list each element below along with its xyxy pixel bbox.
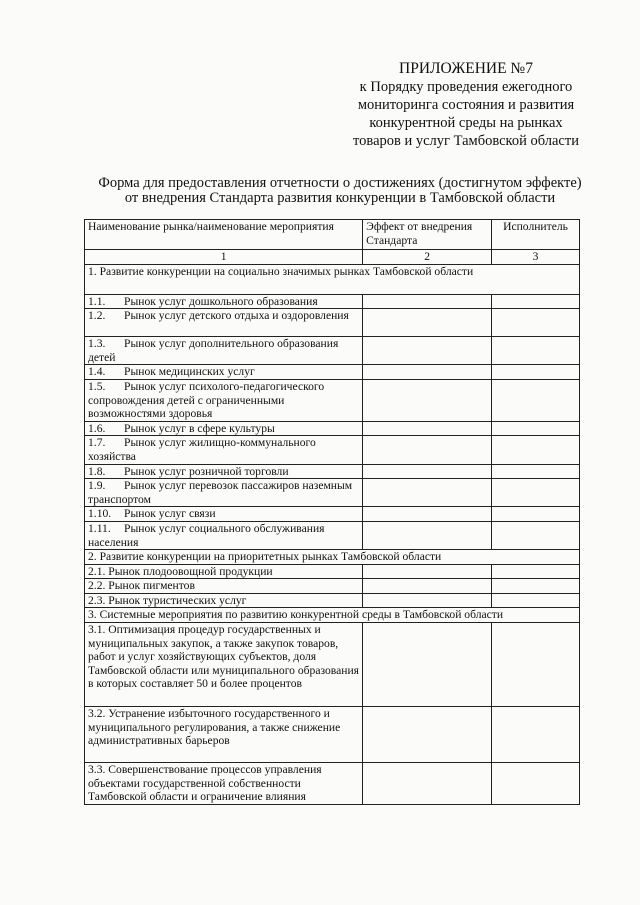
item-text: 2.2. Рынок пигментов bbox=[88, 579, 195, 593]
effect-cell bbox=[363, 436, 492, 464]
item-number: 1.8. bbox=[88, 464, 106, 478]
section-row bbox=[85, 550, 580, 565]
appendix-title: ПРИЛОЖЕНИЕ №7 bbox=[399, 60, 533, 77]
item-text: Рынок медицинских услуг bbox=[124, 365, 255, 379]
form-title bbox=[80, 176, 600, 206]
header-cell-executor: Исполнитель bbox=[492, 220, 580, 250]
table-row bbox=[85, 337, 580, 365]
market-name-cell bbox=[85, 421, 363, 436]
executor-cell bbox=[492, 479, 580, 507]
executor-cell bbox=[492, 507, 580, 522]
section-row bbox=[85, 608, 580, 623]
table-row bbox=[85, 763, 580, 805]
header-row bbox=[85, 220, 580, 250]
item-number: 1.3. bbox=[88, 337, 106, 351]
table-row bbox=[85, 593, 580, 608]
item-text: 2.3. Рынок туристических услуг bbox=[88, 593, 247, 607]
table-row bbox=[85, 707, 580, 763]
effect-cell bbox=[363, 379, 492, 421]
effect-cell bbox=[363, 309, 492, 337]
effect-cell bbox=[363, 294, 492, 309]
item-number: 1.7. bbox=[88, 436, 106, 450]
executor-cell bbox=[492, 309, 580, 337]
item-text: Рынок услуг психолого-педагогического сопровождения детей с ограниченными возможностями здоровья bbox=[88, 379, 325, 421]
table-row bbox=[85, 479, 580, 507]
appendix-line: товаров и услуг Тамбовской области bbox=[353, 133, 579, 149]
table-row bbox=[85, 564, 580, 579]
item-number: 1.10. bbox=[88, 507, 112, 521]
header-cell-effect: Эффект от внедрения Стандарта bbox=[363, 220, 492, 250]
market-name-cell bbox=[85, 309, 363, 337]
executor-cell bbox=[492, 593, 580, 608]
section-title: 2. Развитие конкуренции на приоритетных рынках Тамбовской области bbox=[85, 550, 580, 565]
column-number: 3 bbox=[492, 250, 580, 265]
market-name-cell bbox=[85, 294, 363, 309]
market-name-cell bbox=[85, 564, 363, 579]
item-text: Рынок услуг дошкольного образования bbox=[124, 294, 318, 308]
executor-cell bbox=[492, 464, 580, 479]
market-name-cell bbox=[85, 623, 363, 707]
table-row bbox=[85, 464, 580, 479]
market-name-cell bbox=[85, 593, 363, 608]
effect-cell bbox=[363, 421, 492, 436]
executor-cell bbox=[492, 436, 580, 464]
item-number: 1.2. bbox=[88, 309, 106, 323]
table-row bbox=[85, 507, 580, 522]
executor-cell bbox=[492, 579, 580, 594]
executor-cell bbox=[492, 521, 580, 549]
table-row bbox=[85, 365, 580, 380]
item-text: Рынок услуг дополнительного образования детей bbox=[88, 337, 339, 364]
report-table bbox=[84, 219, 580, 805]
market-name-cell bbox=[85, 464, 363, 479]
item-text: Рынок услуг розничной торговли bbox=[124, 464, 289, 478]
executor-cell bbox=[492, 365, 580, 380]
item-text: 3.3. Совершенствование процессов управления объектами государственной собственности Тамбовской области и ограничение влияния bbox=[88, 763, 322, 804]
item-number: 1.9. bbox=[88, 479, 106, 493]
table-row bbox=[85, 623, 580, 707]
executor-cell bbox=[492, 564, 580, 579]
executor-cell bbox=[492, 623, 580, 707]
item-text: Рынок услуг перевозок пассажиров наземным транспортом bbox=[88, 479, 353, 506]
item-text: Рынок услуг жилищно-коммунального хозяйства bbox=[88, 436, 316, 463]
appendix-line: конкурентной среды на рынках bbox=[369, 115, 563, 131]
table-row bbox=[85, 579, 580, 594]
executor-cell bbox=[492, 337, 580, 365]
item-text: 3.1. Оптимизация процедур государственных и муниципальных закупок, а также закупок товаров, работ и услуг хозяйствующих субъектов, доля Тамбовской области или муниципального образования в которых составляет 50 и более процентов bbox=[88, 623, 360, 691]
effect-cell bbox=[363, 507, 492, 522]
executor-cell bbox=[492, 707, 580, 763]
appendix-header bbox=[336, 60, 596, 150]
market-name-cell bbox=[85, 479, 363, 507]
effect-cell bbox=[363, 707, 492, 763]
item-number: 1.5. bbox=[88, 379, 106, 393]
table-row bbox=[85, 294, 580, 309]
table-row bbox=[85, 521, 580, 549]
item-number: 1.11. bbox=[88, 521, 111, 535]
item-text: Рынок услуг детского отдыха и оздоровления bbox=[124, 309, 349, 323]
executor-cell bbox=[492, 294, 580, 309]
market-name-cell bbox=[85, 507, 363, 522]
effect-cell bbox=[363, 564, 492, 579]
item-text: Рынок услуг связи bbox=[124, 507, 216, 521]
market-name-cell bbox=[85, 707, 363, 763]
effect-cell bbox=[363, 623, 492, 707]
column-number: 1 bbox=[85, 250, 363, 265]
effect-cell bbox=[363, 479, 492, 507]
market-name-cell bbox=[85, 521, 363, 549]
effect-cell bbox=[363, 593, 492, 608]
item-number: 1.4. bbox=[88, 365, 106, 379]
section-title: 1. Развитие конкуренции на социально значимых рынках Тамбовской области bbox=[85, 264, 580, 294]
section-row bbox=[85, 264, 580, 294]
market-name-cell bbox=[85, 379, 363, 421]
effect-cell bbox=[363, 365, 492, 380]
table-row bbox=[85, 421, 580, 436]
executor-cell bbox=[492, 421, 580, 436]
effect-cell bbox=[363, 579, 492, 594]
executor-cell bbox=[492, 763, 580, 805]
market-name-cell bbox=[85, 365, 363, 380]
column-number-row bbox=[85, 250, 580, 265]
item-text: 3.2. Устранение избыточного государственного и муниципального регулирования, а также снижение административных барьеров bbox=[88, 707, 341, 748]
effect-cell bbox=[363, 464, 492, 479]
effect-cell bbox=[363, 763, 492, 805]
item-text: 2.1. Рынок плодоовощной продукции bbox=[88, 564, 273, 578]
item-text: Рынок услуг социального обслуживания населения bbox=[88, 521, 325, 549]
effect-cell bbox=[363, 337, 492, 365]
item-number: 1.6. bbox=[88, 421, 106, 435]
market-name-cell bbox=[85, 436, 363, 464]
executor-cell bbox=[492, 379, 580, 421]
item-number: 1.1. bbox=[88, 294, 106, 308]
table-row bbox=[85, 436, 580, 464]
form-title-line: Форма для предоставления отчетности о достижениях (достигнутом эффекте) bbox=[98, 175, 582, 191]
table-row bbox=[85, 309, 580, 337]
market-name-cell bbox=[85, 579, 363, 594]
column-number: 2 bbox=[363, 250, 492, 265]
appendix-line: мониторинга состояния и развития bbox=[357, 97, 575, 113]
market-name-cell bbox=[85, 337, 363, 365]
table-row bbox=[85, 379, 580, 421]
market-name-cell bbox=[85, 763, 363, 805]
form-title-line: от внедрения Стандарта развития конкуренции в Тамбовской области bbox=[124, 190, 556, 206]
header-cell-name: Наименование рынка/наименование мероприятия bbox=[85, 220, 363, 250]
effect-cell bbox=[363, 521, 492, 549]
item-text: Рынок услуг в сфере культуры bbox=[124, 421, 275, 435]
appendix-line: к Порядку проведения ежегодного bbox=[359, 79, 573, 95]
section-title: 3. Системные мероприятия по развитию конкурентной среды в Тамбовской области bbox=[85, 608, 580, 623]
